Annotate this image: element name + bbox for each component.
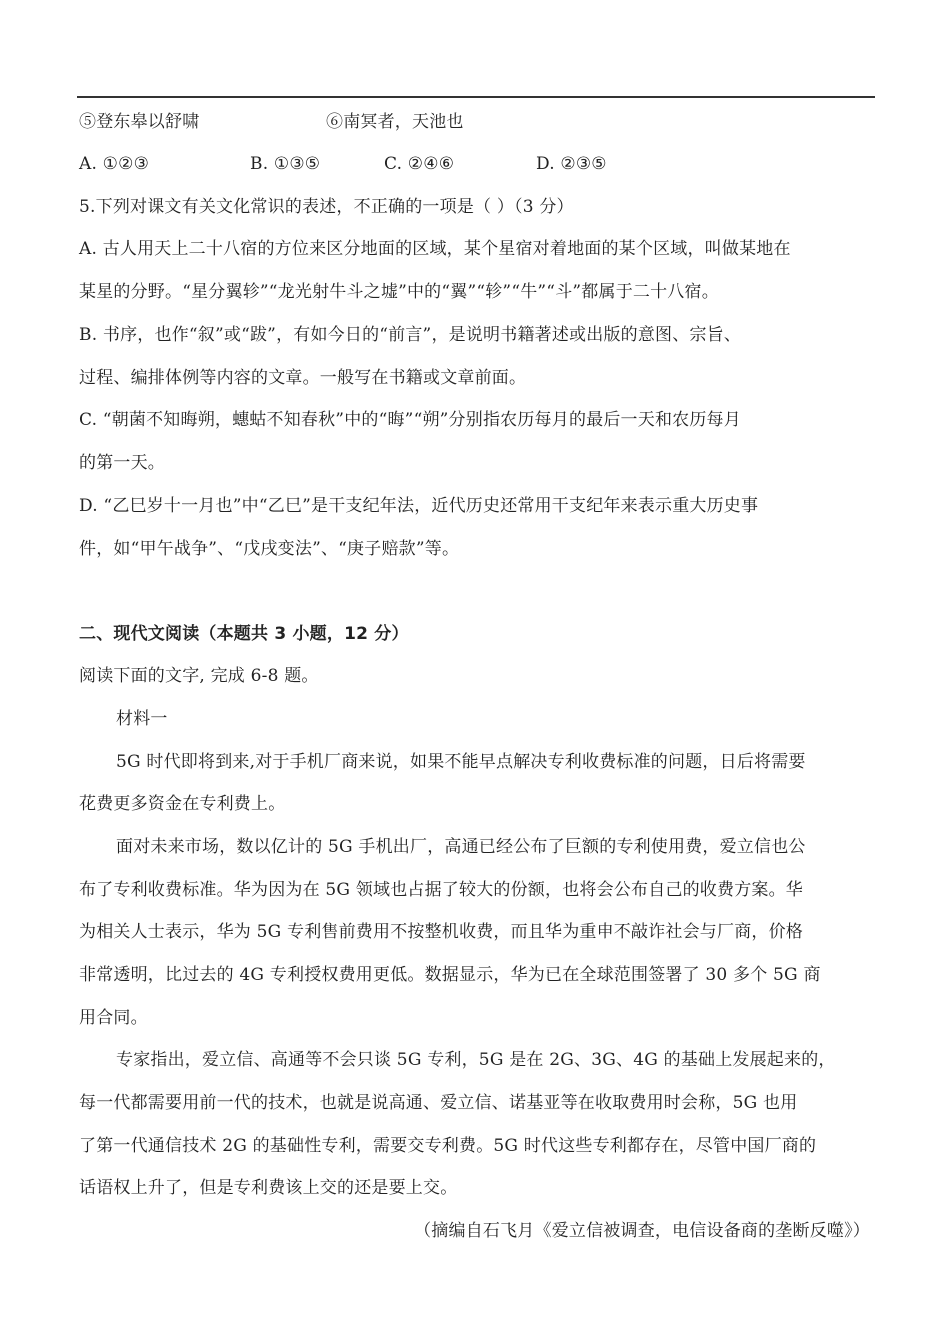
p3-line-3: 了第一代通信技术 2G 的基础性专利，需要交专利费。5G 时代这些专利都存在，尽管中国厂商的 bbox=[79, 1136, 817, 1156]
q4-item-6: ⑥南冥者，天池也 bbox=[326, 112, 464, 132]
q5-option-a-line-2: 某星的分野。“星分翼轸”“龙光射牛斗之墟”中的“翼”“轸”“牛”“斗”都属于二十八宿。 bbox=[79, 282, 719, 302]
p2-line-5: 用合同。 bbox=[79, 1008, 148, 1028]
p2-line-1: 面对未来市场，数以亿计的 5G 手机出厂，高通已经公布了巨额的专利使用费，爱立信也公 bbox=[116, 837, 806, 857]
q4-option-c: C. ②④⑥ bbox=[384, 154, 455, 174]
q5-stem: 5.下列对课文有关文化常识的表述，不正确的一项是（ ）（3 分） bbox=[79, 197, 574, 217]
reading-instruction: 阅读下面的文字, 完成 6-8 题。 bbox=[79, 666, 319, 686]
q4-option-d: D. ②③⑤ bbox=[536, 154, 607, 174]
p3-line-4: 话语权上升了，但是专利费该上交的还是要上交。 bbox=[79, 1178, 458, 1198]
p2-line-3: 为相关人士表示，华为 5G 专利售前费用不按整机收费，而且华为重申不敲诈社会与厂商，价格 bbox=[79, 922, 804, 942]
p2-line-2: 布了专利收费标准。华为因为在 5G 领域也占据了较大的份额，也将会公布自己的收费方案。华 bbox=[79, 880, 804, 900]
p2-line-4: 非常透明，比过去的 4G 专利授权费用更低。数据显示，华为已在全球范围签署了 30 多个 5G 商 bbox=[79, 965, 821, 985]
p3-line-2: 每一代都需要用前一代的技术，也就是说高通、爱立信、诺基亚等在收取费用时会称，5G 也用 bbox=[79, 1093, 798, 1113]
q5-option-a-line-1: A. 古人用天上二十八宿的方位来区分地面的区域，某个星宿对着地面的某个区域，叫做某地在 bbox=[79, 239, 791, 259]
section-heading: 二、现代文阅读（本题共 3 小题，12 分） bbox=[79, 624, 409, 644]
q5-option-c-line-1: C. “朝菌不知晦朔，蟪蛄不知春秋”中的“晦”“朔”分别指农历每月的最后一天和农历每月 bbox=[79, 410, 741, 430]
q5-option-d-line-1: D. “乙巳岁十一月也”中“乙巳”是干支纪年法，近代历史还常用干支纪年来表示重大历史事 bbox=[79, 496, 759, 516]
material-label: 材料一 bbox=[116, 709, 168, 729]
q5-option-c-line-2: 的第一天。 bbox=[79, 453, 165, 473]
p3-line-1: 专家指出，爱立信、高通等不会只谈 5G 专利，5G 是在 2G、3G、4G 的基础上发展起来的， bbox=[116, 1050, 836, 1070]
q4-item-5: ⑤登东皋以舒啸 bbox=[79, 112, 200, 132]
header-rule bbox=[77, 96, 875, 98]
q5-option-d-line-2: 件，如“甲午战争”、“戊戌变法”、“庚子赔款”等。 bbox=[79, 539, 460, 559]
p1-line-2: 花费更多资金在专利费上。 bbox=[79, 794, 286, 814]
source-citation: （摘编自石飞月《爱立信被调查，电信设备商的垄断反噬》） bbox=[414, 1221, 870, 1241]
q4-option-b: B. ①③⑤ bbox=[250, 154, 321, 174]
q5-option-b-line-1: B. 书序，也作“叙”或“跋”，有如今日的“前言”，是说明书籍著述或出版的意图、宗旨、 bbox=[79, 325, 742, 345]
q4-option-a: A. ①②③ bbox=[79, 154, 150, 174]
p1-line-1: 5G 时代即将到来,对于手机厂商来说，如果不能早点解决专利收费标准的问题，日后将需要 bbox=[116, 752, 806, 772]
q5-option-b-line-2: 过程、编排体例等内容的文章。一般写在书籍或文章前面。 bbox=[79, 368, 527, 388]
